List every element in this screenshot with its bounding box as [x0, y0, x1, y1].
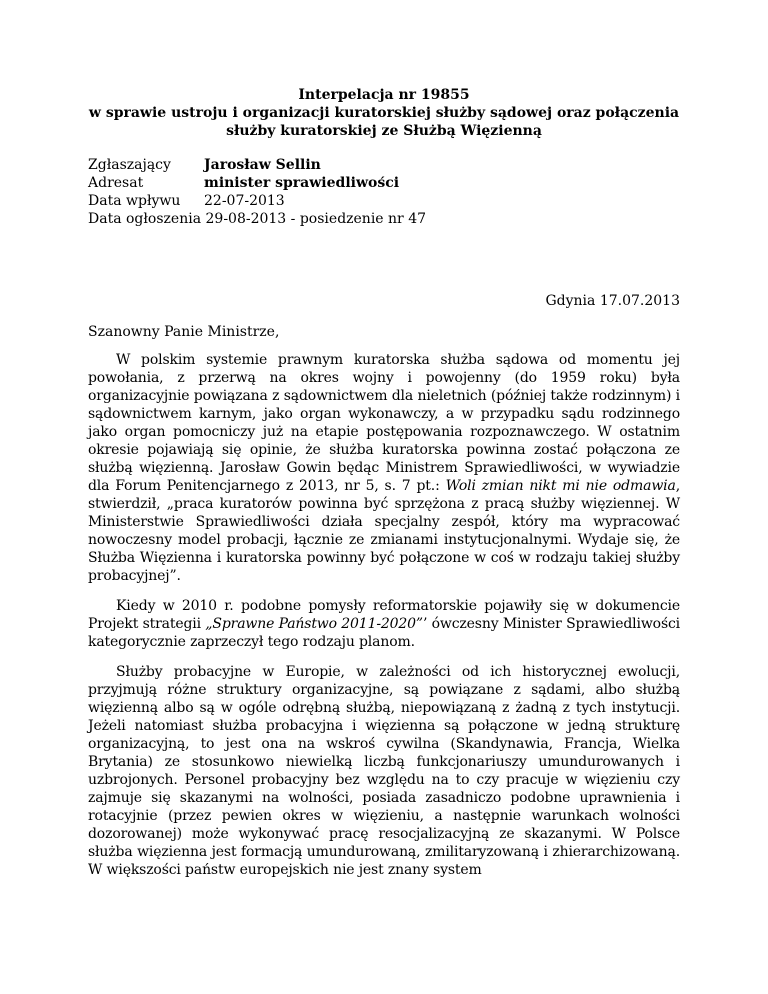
paragraph-2-italic: „Sprawne Państwo 2011-2020”	[205, 616, 423, 632]
announced-value: 29-08-2013 - posiedzenie nr 47	[205, 211, 427, 227]
metadata-block	[88, 156, 426, 228]
interpellation-title	[88, 86, 680, 140]
addressee-row	[88, 174, 426, 192]
place-date: Gdynia 17.07.2013	[545, 293, 680, 309]
announced-row	[88, 210, 426, 228]
salutation: Szanowny Panie Ministrze,	[88, 324, 280, 340]
received-value: 22-07-2013	[204, 193, 285, 209]
paragraph-2-part-b: ’ ówczesny Minister Sprawiedliwości kategorycznie zaprzeczył tego rodzaju planom.	[88, 616, 681, 650]
paragraph-1-part-a: W polskim systemie prawnym kuratorska służba sądowa od momentu jej powołania, z przerwą na okres wojny i powojenny (do 1959 roku) była organizacyjnie powiązana z sądownictwem dla nieletnich (później także rodzinnym) i sądownictwem karnym, jako organ wykonawczy, a w przypadku sądu rodzinnego jako organ pomocniczy już na etapie postępowania rozpoznawczego. W ostatnim okresie pojawiają się opinie, że służba kuratorska powinna zostać połączona ze służbą więzienną. Jarosław Gowin będąc Ministrem Sprawiedliwości, w wywiadzie dla Forum Penitencjarnego z 2013, nr 5, s. 7 pt.:	[88, 352, 680, 494]
announced-label: Data ogłoszenia	[88, 211, 202, 227]
received-label: Data wpływu	[88, 193, 181, 209]
paragraph-1-italic: Woli zmian nikt mi nie odmawia	[445, 478, 676, 494]
paragraph-2	[88, 597, 680, 651]
title-line-3: służby kuratorskiej ze Służbą Więzienną	[226, 123, 542, 139]
title-line-2: w sprawie ustroju i organizacji kuratorskiej służby sądowej oraz połączenia	[88, 105, 680, 121]
paragraph-1-part-b: , stwierdził, „praca kuratorów powinna być sprzężona z pracą służby więziennej. W Ministerstwie Sprawiedliwości działa specjalny zespół, który ma wypracować nowoczesny model probacji, łącznie ze zmianami instytucjonalnymi. Wydaje się, że Służba Więzienna i kuratorska powinny być połączone w coś w rodzaju takiej służby probacyjnej”.	[88, 478, 680, 584]
submitter-row	[88, 156, 426, 174]
paragraph-1	[88, 351, 680, 585]
addressee-label: Adresat	[88, 175, 144, 191]
submitter-value: Jarosław Sellin	[204, 157, 321, 173]
addressee-value: minister sprawiedliwości	[204, 175, 400, 191]
submitter-label: Zgłaszający	[88, 157, 171, 173]
letter-body	[88, 351, 680, 891]
paragraph-2-part-a: Kiedy w 2010 r. podobne pomysły reformatorskie pojawiły się w dokumencie Projekt strategii	[88, 598, 680, 632]
paragraph-3: Służby probacyjne w Europie, w zależności od ich historycznej ewolucji, przyjmują różne struktury organizacyjne, są powiązane z sądami, albo służbą więzienną albo są w ogóle odrębną służbą, niepowiązaną z żadną z tych instytucji. Jeżeli natomiast służba probacyjna i więzienna są połączone w jedną strukturę organizacyjną, to jest ona na wskroś cywilna (Skandynawia, Francja, Wielka Brytania) ze stosunkowo niewielką liczbą funkcjonariuszy umundurowanych i uzbrojonych. Personel probacyjny bez względu na to czy pracuje w więzieniu czy zajmuje się skazanymi na wolności, posiada zasadniczo podobne uprawnienia i rotacyjnie (przez pewien okres w więzieniu, a następnie warunkach wolności dozorowanej) może wykonywać pracę resocjalizacyjną ze skazanymi. W Polsce służba więzienna jest formacją umundurowaną, zmilitaryzowaną i zhierarchizowaną. W większości państw europejskich nie jest znany system	[88, 664, 680, 878]
title-line-1: Interpelacja nr 19855	[298, 87, 470, 103]
received-row	[88, 192, 426, 210]
